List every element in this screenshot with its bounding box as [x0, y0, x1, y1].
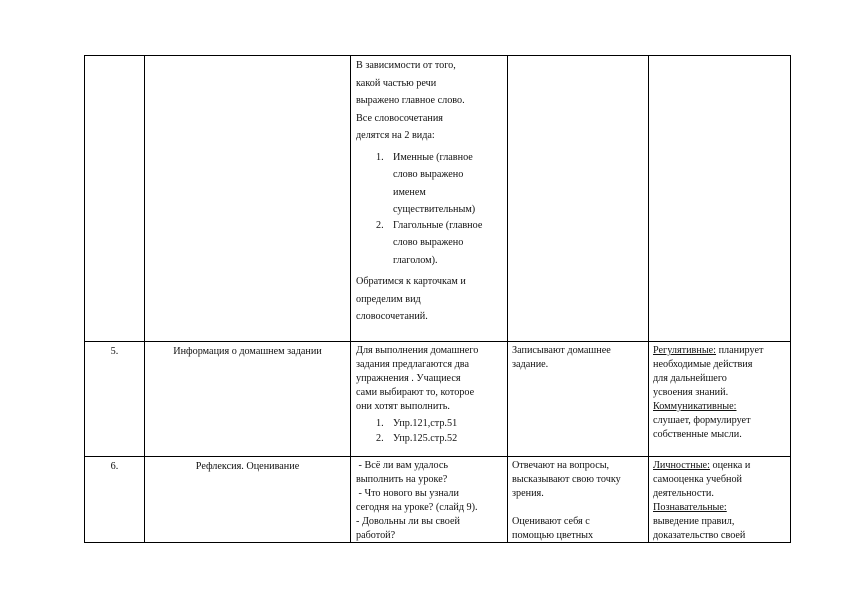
- list-number: 2.: [376, 219, 384, 231]
- list-line: Именные (главное: [393, 151, 473, 163]
- continuation-teacher-cell: [356, 58, 504, 325]
- uud-regulative-label: Регулятивные:: [653, 345, 717, 356]
- text-line: самооценка учебной: [653, 474, 743, 485]
- row-divider-5: [84, 341, 791, 342]
- text-line: деятельности.: [653, 488, 714, 499]
- list-line: существительным): [393, 204, 476, 215]
- list-item: [356, 218, 504, 269]
- list-text: Упр.121,стр.51: [393, 418, 458, 429]
- list-text: Упр.125.стр.52: [393, 433, 458, 444]
- text-line: доказательство своей: [653, 530, 746, 541]
- row6-number: 6.: [110, 461, 119, 472]
- text-line: зрения.: [512, 488, 544, 499]
- text-line: какой частью речи: [356, 77, 437, 89]
- row6-uud-cell: [653, 459, 789, 543]
- col-border-3: [507, 55, 508, 543]
- list-line: слово выражено: [393, 169, 464, 180]
- list-number: 1.: [376, 418, 384, 429]
- list-line: Глагольные (главное: [393, 219, 483, 231]
- text-line: Оценивают себя с: [512, 516, 590, 527]
- text-line: Отвечают на вопросы,: [512, 460, 610, 471]
- text-line: Личностные: оценка и: [653, 460, 751, 471]
- text-line: Регулятивные: планирует: [653, 345, 764, 356]
- text-line: выражено главное слово.: [356, 95, 465, 106]
- col-border-4: [648, 55, 649, 543]
- row6-stage: Рефлексия. Оценивание: [195, 461, 300, 472]
- list-line: именем: [393, 186, 426, 198]
- row5-student-cell: [512, 344, 646, 372]
- list-number: 2.: [376, 433, 384, 444]
- text-line: задания предлагаются два: [356, 359, 469, 370]
- text-line: - Довольны ли вы своей: [356, 516, 460, 527]
- list-item: [356, 416, 504, 431]
- text-line: для дальнейшего: [653, 373, 727, 384]
- list-item: [356, 150, 504, 218]
- col-border-5: [790, 55, 791, 543]
- list-line: слово выражено: [393, 237, 464, 248]
- col-border-2: [350, 55, 351, 543]
- row5-number: 5.: [110, 346, 119, 357]
- list-line: глаголом).: [393, 254, 438, 266]
- text-line: - Всё ли вам удалось: [356, 460, 448, 471]
- text-line: задание.: [512, 359, 549, 370]
- word-combination-types-list: [356, 150, 504, 269]
- list-number: 1.: [376, 151, 384, 163]
- text-line: Для выполнения домашнего: [356, 345, 479, 356]
- text-line: работой?: [356, 530, 396, 541]
- text-line: помощью цветных: [512, 530, 594, 541]
- text-line: Обратимся к карточкам и: [356, 276, 466, 287]
- uud-personal-label: Личностные:: [653, 460, 710, 471]
- homework-list: [356, 416, 504, 446]
- row6-student-cell: [512, 459, 646, 543]
- text-line: [653, 501, 789, 515]
- text-line: собственные мысли.: [653, 429, 742, 440]
- row5-uud-cell: [653, 344, 789, 442]
- text-line: Все словосочетания: [356, 112, 443, 124]
- text-line: они хотят выполнить.: [356, 401, 450, 412]
- row5-stage: Информация о домашнем задании: [173, 346, 322, 357]
- table-top-border: [84, 55, 791, 56]
- row-divider-6: [84, 456, 791, 457]
- text-line: слушает, формулирует: [653, 415, 751, 426]
- row6-teacher-cell: [356, 459, 504, 543]
- text-line: делятся на 2 вида:: [356, 130, 435, 141]
- text-line: необходимые действия: [653, 359, 753, 370]
- text-line: [653, 400, 789, 414]
- text-line: словосочетаний.: [356, 311, 428, 322]
- uud-cognitive-label: Познавательные:: [653, 502, 727, 513]
- text-line: - Что нового вы узнали: [356, 488, 459, 499]
- row5-teacher-cell: [356, 344, 504, 446]
- text-line: высказывают свою точку: [512, 474, 621, 485]
- text-line: сами выбирают то, которое: [356, 387, 475, 398]
- text-line: В зависимости от того,: [356, 60, 456, 71]
- uud-communicative-label: Коммуникативные:: [653, 401, 737, 412]
- text-line: усвоения знаний.: [653, 387, 729, 398]
- text-line: определим вид: [356, 293, 421, 305]
- text-line: выполнить на уроке?: [356, 474, 448, 485]
- text-line: упражнения . Учащиеся: [356, 373, 461, 384]
- text-line: выведение правил,: [653, 516, 735, 527]
- list-item: [356, 431, 504, 446]
- text-line: сегодня на уроке? (слайд 9).: [356, 502, 478, 513]
- text-line: Записывают домашнее: [512, 345, 611, 356]
